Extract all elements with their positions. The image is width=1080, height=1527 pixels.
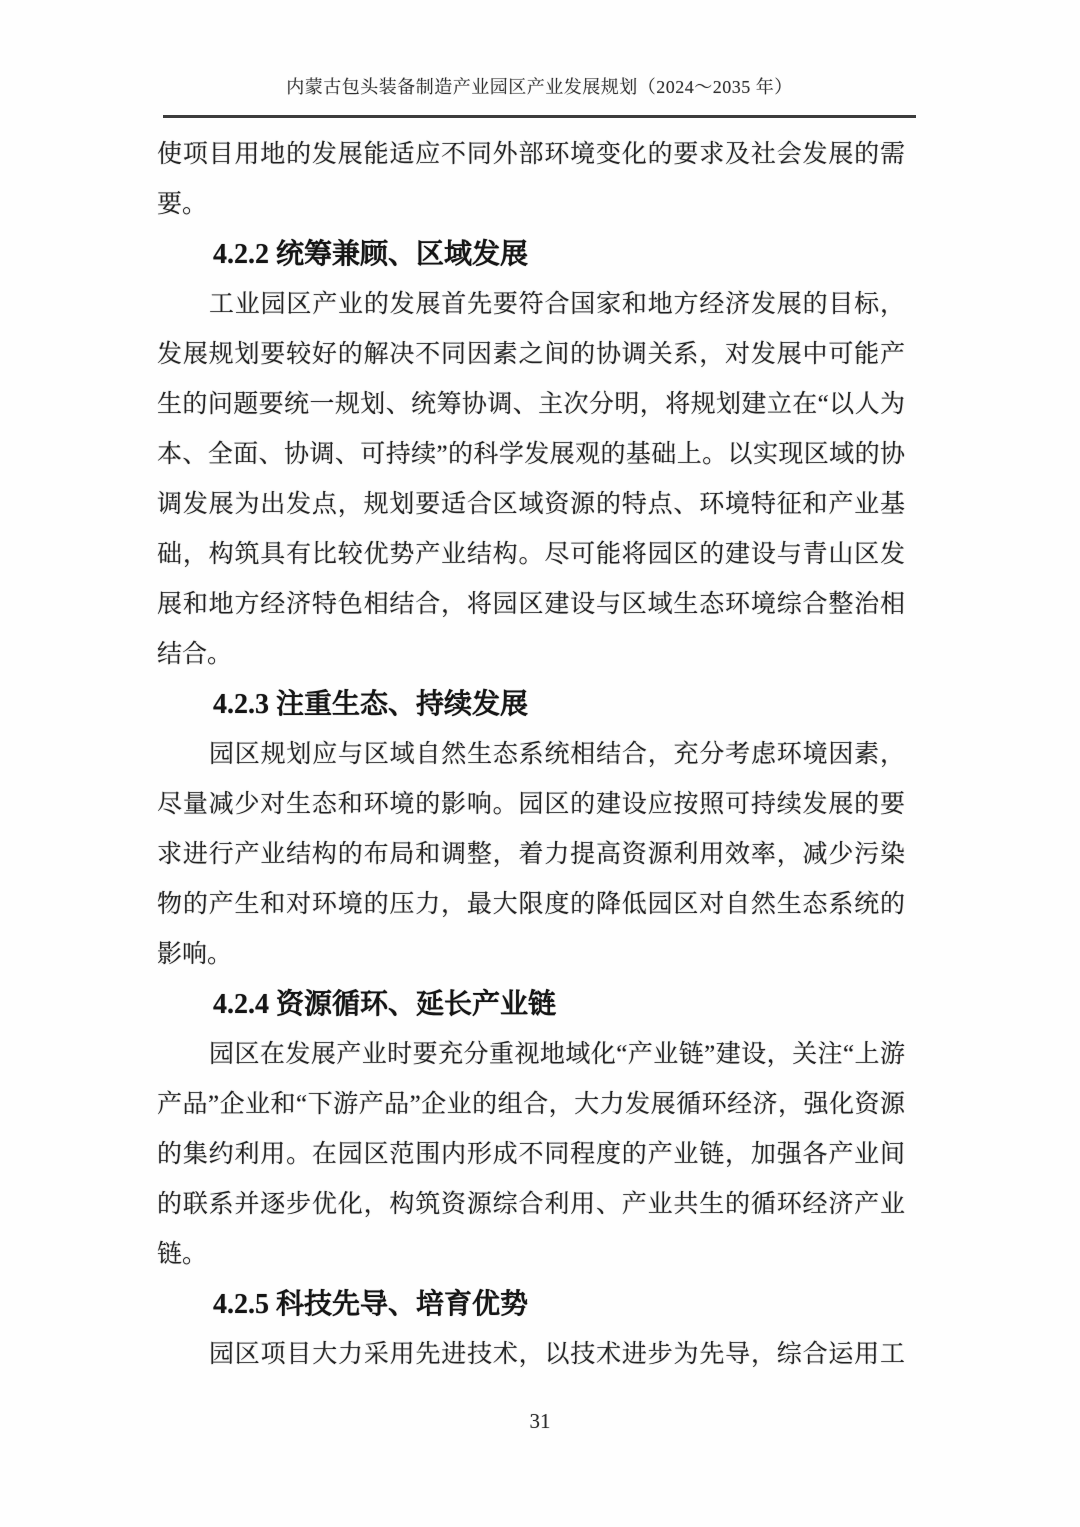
- header-title: 内蒙古包头装备制造产业园区产业发展规划（2024～2035 年）: [286, 77, 793, 97]
- text-line: 链。: [157, 1241, 208, 1268]
- text-line: 生的问题要统一规划、统筹协调、主次分明，将规划建立在“以人为: [157, 391, 905, 418]
- text-line: 础，构筑具有比较优势产业结构。尽可能将园区的建设与青山区发: [157, 541, 905, 568]
- text-line: 园区规划应与区域自然生态系统相结合，充分考虑环境因素，: [209, 741, 905, 768]
- text-line: 产品”企业和“下游产品”企业的组合，大力发展循环经济，强化资源: [157, 1091, 905, 1118]
- text-line: 结合。: [157, 641, 233, 668]
- header-rule: [163, 115, 916, 118]
- text-line: 调发展为出发点，规划要适合区域资源的特点、环境特征和产业基: [157, 491, 905, 518]
- document-content: [157, 130, 905, 1380]
- section-heading-4-2-4: 4.2.4 资源循环、延长产业链: [213, 989, 557, 1020]
- text-line: 尽量减少对生态和环境的影响。园区的建设应按照可持续发展的要: [157, 791, 905, 818]
- page-footer: [0, 1406, 1080, 1436]
- page-number: 31: [529, 1409, 551, 1433]
- text-line: 要。: [157, 191, 208, 218]
- page-header: [163, 74, 916, 100]
- text-line: 工业园区产业的发展首先要符合国家和地方经济发展的目标，: [209, 291, 905, 318]
- text-line: 求进行产业结构的布局和调整，着力提高资源利用效率，减少污染: [157, 841, 905, 868]
- text-line: 展和地方经济特色相结合，将园区建设与区域生态环境综合整治相: [157, 591, 905, 618]
- text-line: 影响。: [157, 941, 233, 968]
- section-heading-4-2-2: 4.2.2 统筹兼顾、区域发展: [213, 239, 529, 270]
- text-line: 本、全面、协调、可持续”的科学发展观的基础上。以实现区域的协: [157, 441, 905, 468]
- text-line: 发展规划要较好的解决不同因素之间的协调关系，对发展中可能产: [157, 341, 905, 368]
- text-line: 园区项目大力采用先进技术，以技术进步为先导，综合运用工: [209, 1341, 905, 1368]
- text-line: 园区在发展产业时要充分重视地域化“产业链”建设，关注“上游: [209, 1041, 905, 1068]
- text-line: 的联系并逐步优化，构筑资源综合利用、产业共生的循环经济产业: [157, 1191, 905, 1218]
- section-heading-4-2-5: 4.2.5 科技先导、培育优势: [213, 1289, 529, 1320]
- text-line: 使项目用地的发展能适应不同外部环境变化的要求及社会发展的需: [157, 141, 905, 168]
- section-heading-4-2-3: 4.2.3 注重生态、持续发展: [213, 689, 529, 720]
- text-line: 物的产生和对环境的压力，最大限度的降低园区对自然生态系统的: [157, 891, 905, 918]
- text-line: 的集约利用。在园区范围内形成不同程度的产业链，加强各产业间: [157, 1141, 905, 1168]
